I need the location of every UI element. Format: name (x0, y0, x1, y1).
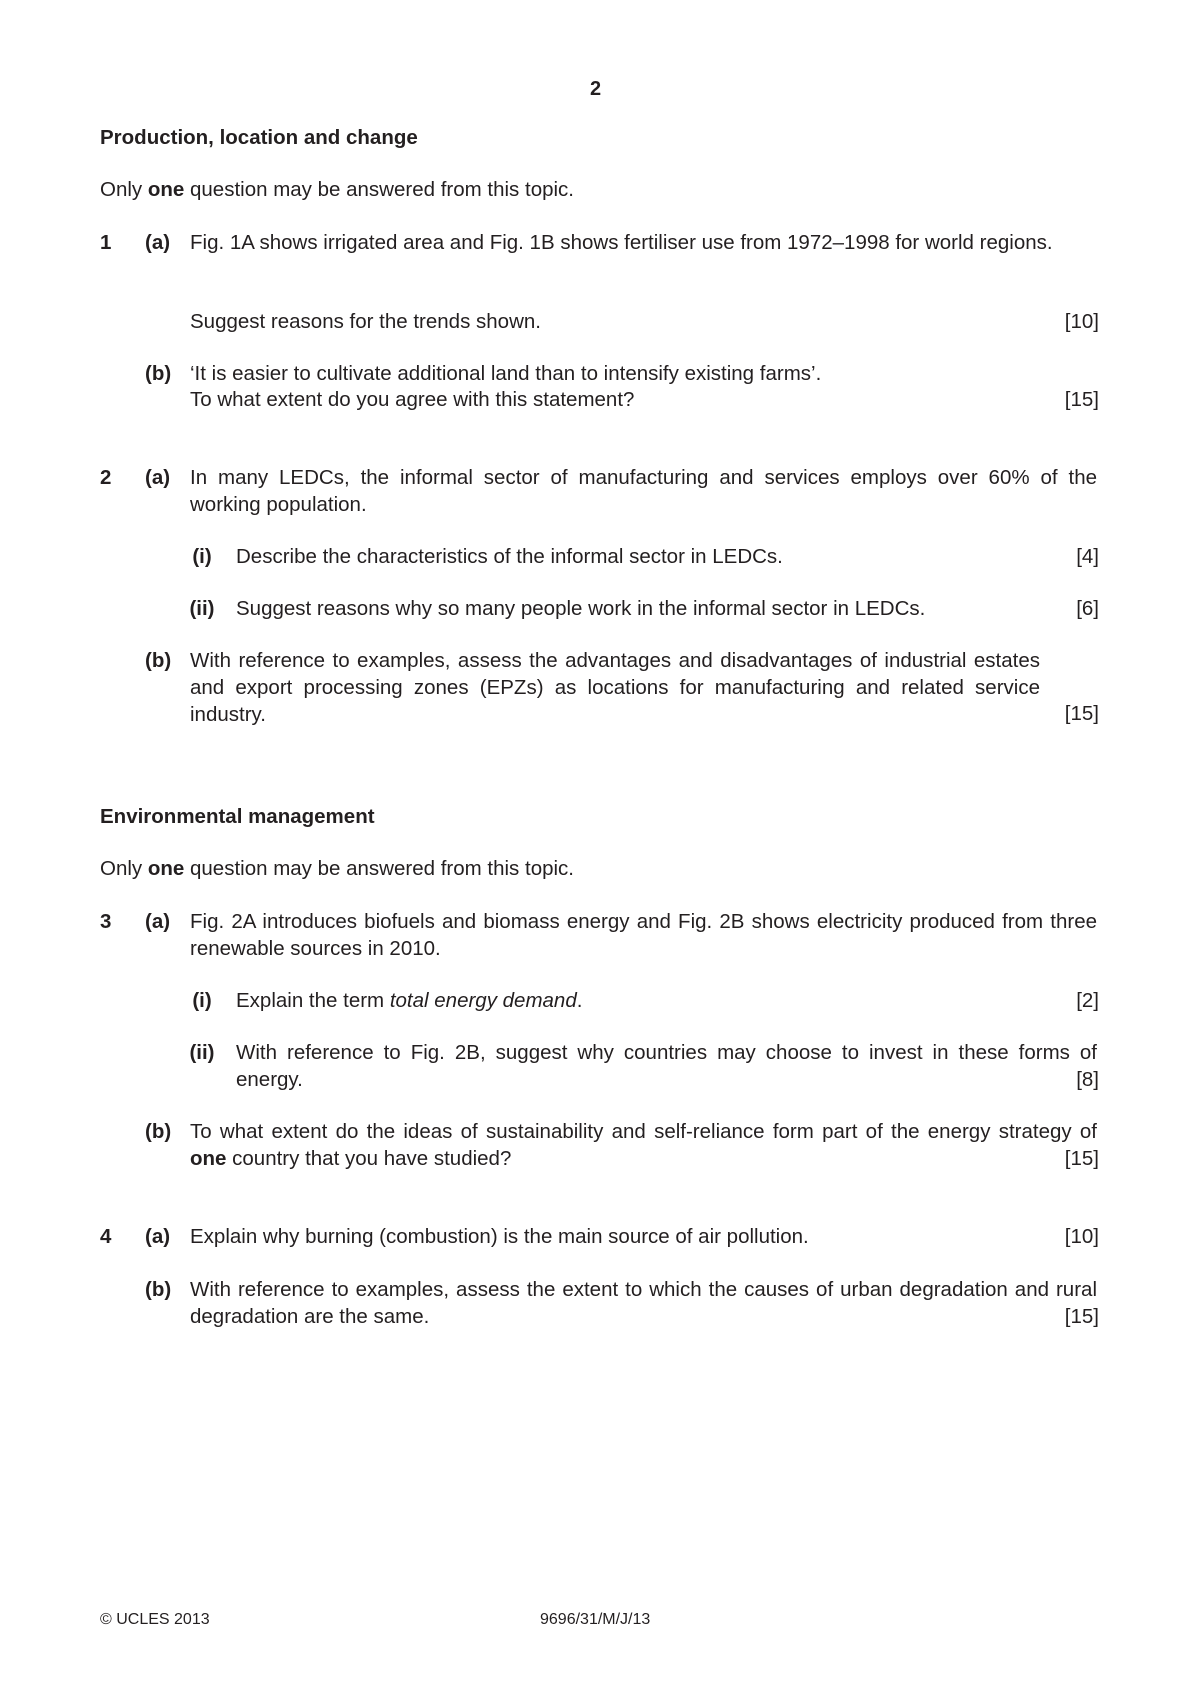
q3-sub-ii-text: With reference to Fig. 2B, suggest why countries may choose to invest in these forms of energy. (236, 1041, 1097, 1091)
topic-rule-production: Only one question may be answered from this topic. (100, 178, 575, 201)
footer-copyright: © UCLES 2013 (100, 1611, 210, 1628)
q3-part-b-text: To what extent do the ideas of sustainability and self-reliance form part of the energy strategy of one country that you have studied? (190, 1120, 1097, 1170)
q4-part-b-label: (b) (145, 1278, 172, 1301)
q2-part-a-text: In many LEDCs, the informal sector of manufacturing and services employs over 60% of the working population. (190, 466, 1097, 516)
q2-part-b-label: (b) (145, 649, 172, 672)
section-heading-environment: Environmental management (100, 805, 375, 828)
q1-part-b-marks: [15] (1064, 388, 1099, 411)
q3-sub-i-label: (i) (192, 989, 212, 1012)
q4-part-b-text: With reference to examples, assess the extent to which the causes of urban degradation and rural degradation are the same. (190, 1278, 1097, 1328)
q3-part-b-marks: [15] (1064, 1147, 1099, 1170)
q2-sub-ii-marks: [6] (1076, 597, 1099, 620)
q1-part-b-question: To what extent do you agree with this statement? (190, 388, 635, 411)
footer-paper-code: 9696/31/M/J/13 (540, 1611, 651, 1628)
question-number-2: 2 (100, 466, 112, 489)
q4-part-a-marks: [10] (1064, 1225, 1099, 1248)
q3-sub-ii-label: (ii) (189, 1041, 215, 1064)
q2-sub-ii-text: Suggest reasons why so many people work in the informal sector in LEDCs. (236, 597, 926, 620)
question-number-1: 1 (100, 231, 112, 254)
topic-rule-environment: Only one question may be answered from this topic. (100, 857, 575, 880)
q4-part-a-label: (a) (145, 1225, 171, 1248)
q2-sub-i-text: Describe the characteristics of the informal sector in LEDCs. (236, 545, 783, 568)
q4-part-a-text: Explain why burning (combustion) is the main source of air pollution. (190, 1225, 809, 1248)
question-number-3: 3 (100, 910, 112, 933)
q2-part-a-label: (a) (145, 466, 171, 489)
q1-part-a-label: (a) (145, 231, 171, 254)
q2-part-b-marks: [15] (1064, 702, 1099, 725)
q2-part-b-text: With reference to examples, assess the advantages and disadvantages of industrial estates and export processing zones (EPZs) as locations for manufacturing and related service industry. (190, 649, 1040, 726)
page-number: 2 (589, 78, 602, 100)
q1-part-b-label: (b) (145, 362, 172, 385)
q3-sub-i-text: Explain the term total energy demand. (236, 989, 583, 1012)
q1-part-a-marks: [10] (1064, 310, 1099, 333)
q1-part-a-text: Fig. 1A shows irrigated area and Fig. 1B shows fertiliser use from 1972–1998 for world regions. (190, 231, 1053, 254)
q2-sub-i-label: (i) (192, 545, 212, 568)
q2-sub-ii-label: (ii) (189, 597, 215, 620)
q3-part-b-label: (b) (145, 1120, 172, 1143)
q1-part-a-task: Suggest reasons for the trends shown. (190, 310, 541, 333)
q4-part-b-marks: [15] (1064, 1305, 1099, 1328)
q2-sub-i-marks: [4] (1076, 545, 1099, 568)
q3-part-a-label: (a) (145, 910, 171, 933)
section-heading-production: Production, location and change (100, 126, 418, 149)
q3-sub-i-marks: [2] (1076, 989, 1099, 1012)
question-number-4: 4 (100, 1225, 112, 1248)
q3-part-a-text: Fig. 2A introduces biofuels and biomass energy and Fig. 2B shows electricity produced from three renewable sources in 2010. (190, 910, 1097, 960)
q1-part-b-quote: ‘It is easier to cultivate additional land than to intensify existing farms’. (190, 362, 822, 385)
q3-sub-ii-marks: [8] (1076, 1068, 1099, 1091)
